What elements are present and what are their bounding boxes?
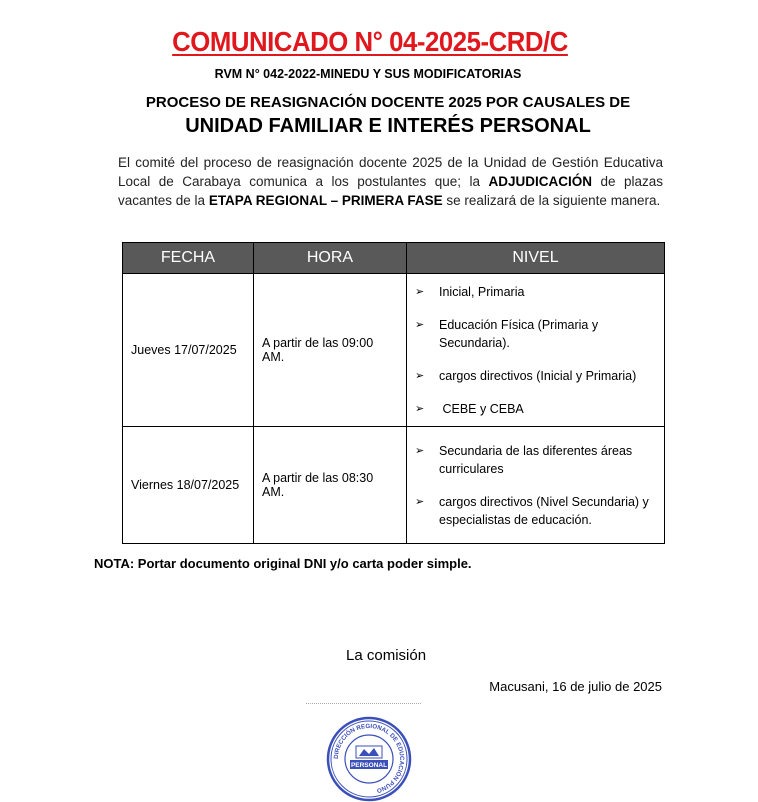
cell-nivel bbox=[407, 427, 665, 544]
process-heading-line2: UNIDAD FAMILIAR E INTERÉS PERSONAL bbox=[185, 115, 591, 137]
table-row bbox=[123, 274, 665, 427]
list-item-text: Secundaria de las diferentes áreas curriculares bbox=[439, 443, 633, 476]
table-row bbox=[123, 427, 665, 544]
arrow-bullet-icon: ➢ bbox=[415, 444, 425, 457]
cell-fecha: Viernes 18/07/2025 bbox=[123, 427, 254, 544]
header-fecha: FECHA bbox=[123, 243, 254, 274]
list-item-text: CEBE y CEBA bbox=[439, 401, 524, 416]
list-item bbox=[415, 367, 656, 385]
note-text: NOTA: Portar documento original DNI y/o carta poder simple. bbox=[94, 556, 472, 571]
cell-fecha: Jueves 17/07/2025 bbox=[123, 274, 254, 427]
intro-text: se realizará de la siguiente manera. bbox=[442, 193, 661, 208]
arrow-bullet-icon: ➢ bbox=[415, 318, 425, 331]
legal-reference: RVM N° 042-2022-MINEDU Y SUS MODIFICATORIAS bbox=[214, 67, 522, 81]
list-item-text: cargos directivos (Inicial y Primaria) bbox=[439, 368, 637, 383]
list-item bbox=[415, 493, 656, 529]
list-item-text: Educación Física (Primaria y Secundaria). bbox=[439, 317, 599, 350]
nivel-list bbox=[415, 442, 656, 529]
intro-bold-adjudicacion: ADJUDICACIÓN bbox=[488, 174, 592, 189]
arrow-bullet-icon: ➢ bbox=[415, 369, 425, 382]
official-seal-icon bbox=[326, 716, 412, 802]
intro-bold-etapa: ETAPA REGIONAL – PRIMERA FASE bbox=[208, 193, 443, 208]
arrow-bullet-icon: ➢ bbox=[415, 402, 425, 415]
intro-text: El comité del proceso de reasignación docente 2025 de la Unidad de Gestión Educativa Local de Carabaya comunica a los postulantes que; la bbox=[118, 155, 663, 189]
process-heading-line1: PROCESO DE REASIGNACIÓN DOCENTE 2025 POR CAUSALES DE bbox=[145, 94, 631, 111]
header-nivel: NIVEL bbox=[407, 243, 665, 274]
list-item bbox=[415, 400, 656, 418]
list-item bbox=[415, 442, 656, 478]
cell-nivel bbox=[407, 274, 665, 427]
signature-line bbox=[306, 703, 421, 706]
seal-label: PERSONAL bbox=[350, 762, 388, 769]
cell-hora: A partir de las 09:00 AM. bbox=[254, 274, 407, 427]
list-item-text: cargos directivos (Nivel Secundaria) y especialistas de educación. bbox=[439, 494, 649, 527]
cell-hora: A partir de las 08:30 AM. bbox=[254, 427, 407, 544]
table-header-row bbox=[123, 243, 665, 274]
nivel-list bbox=[415, 283, 656, 418]
schedule-table bbox=[122, 242, 665, 544]
arrow-bullet-icon: ➢ bbox=[415, 495, 425, 508]
list-item bbox=[415, 283, 656, 301]
arrow-bullet-icon: ➢ bbox=[415, 285, 425, 298]
list-item-text: Inicial, Primaria bbox=[439, 284, 525, 299]
list-item bbox=[415, 316, 656, 352]
seal-text: DIRECCIÓN REGIONAL DE EDUCACIÓN PUNO bbox=[332, 722, 406, 794]
intro-text: de plazas vacantes de la bbox=[118, 174, 663, 208]
header-hora: HORA bbox=[254, 243, 407, 274]
signature-label: La comisión bbox=[346, 647, 427, 664]
place-date: Macusani, 16 de julio de 2025 bbox=[489, 679, 662, 694]
document-title: COMUNICADO N° 04-2025-CRD/C bbox=[172, 26, 568, 57]
intro-paragraph bbox=[118, 153, 663, 210]
